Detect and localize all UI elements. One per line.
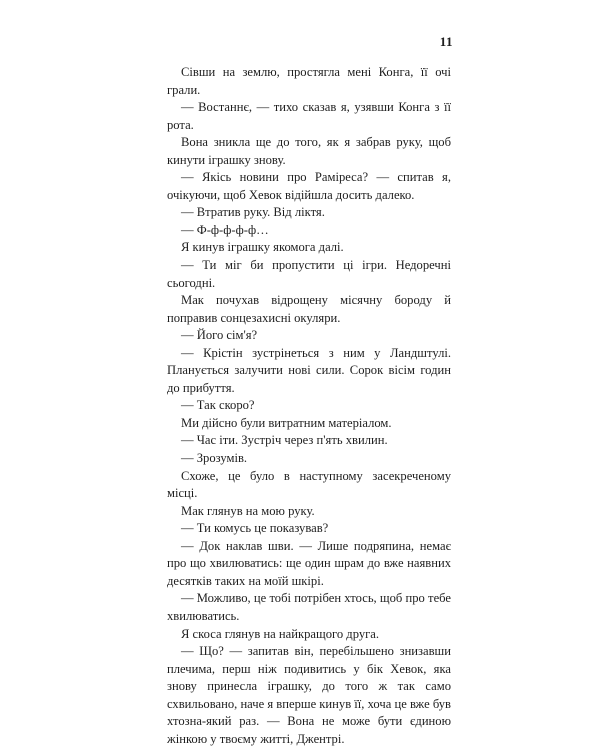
paragraph: Мак глянув на мою руку. xyxy=(181,503,315,518)
paragraph: — Ти міг би пропустити ці ігри. Недоречні сьогодні. xyxy=(167,258,451,290)
paragraph: — Якісь новини про Раміреса? — спитав я, очікуючи, щоб Хевок відійшла досить далеко. xyxy=(167,170,451,202)
paragraph: Сівши на землю, простягла мені Конга, її очі грали. xyxy=(167,65,451,97)
body-text xyxy=(167,64,451,748)
paragraph: — Час іти. Зустріч через п'ять хвилин. xyxy=(181,433,388,448)
paragraph: — Зрозумів. xyxy=(181,451,248,466)
page-number: 11 xyxy=(439,34,453,49)
paragraph: — Втратив руку. Від ліктя. xyxy=(181,205,325,220)
paragraph: — Можливо, це тобі потрібен хтось, щоб про тебе хвилюватись. xyxy=(167,591,451,623)
paragraph: — Що? — запитав він, перебільшено знизавши плечима, перш ніж подивитись у бік Хевок, яка знову принесла іграшку, до того ж так само схвильовано, наче я вперше кинув її, хоча це вже був хтозна-який раз. — Вона не може бути єдиною жінкою у твоєму житті, Джентрі. xyxy=(167,644,451,746)
paragraph: Я кинув іграшку якомога далі. xyxy=(181,240,344,255)
paragraph: Вона зникла ще до того, як я забрав руку, щоб кинути іграшку знову. xyxy=(167,135,451,167)
paragraph: — Його сім'я? xyxy=(181,328,258,343)
paragraph: — Ти комусь це показував? xyxy=(181,521,329,536)
paragraph: Схоже, це було в наступному засекреченому місці. xyxy=(167,468,451,501)
paragraph: — Востаннє, — тихо сказав я, узявши Конга з її рота. xyxy=(167,100,451,132)
paragraph: — Док наклав шви. — Лише подряпина, немає про що хвилюватись: ще один шрам до вже наявних десятків таких на моїй шкірі. xyxy=(167,538,451,588)
paragraph: — Крістін зустрінеться з ним у Ландштулі. Планується залучити нові сили. Сорок вісім годин до прибуття. xyxy=(167,345,451,395)
paragraph: — Так скоро? xyxy=(181,398,255,413)
paragraph: Я скоса глянув на найкращого друга. xyxy=(181,626,380,641)
paragraph: Мак почухав відрощену місячну бороду й поправив сонцезахисні окуляри. xyxy=(167,293,451,325)
paragraph: — Ф-ф-ф-ф-ф… xyxy=(181,222,269,237)
paragraph: Ми дійсно були витратним матеріалом. xyxy=(181,415,392,430)
